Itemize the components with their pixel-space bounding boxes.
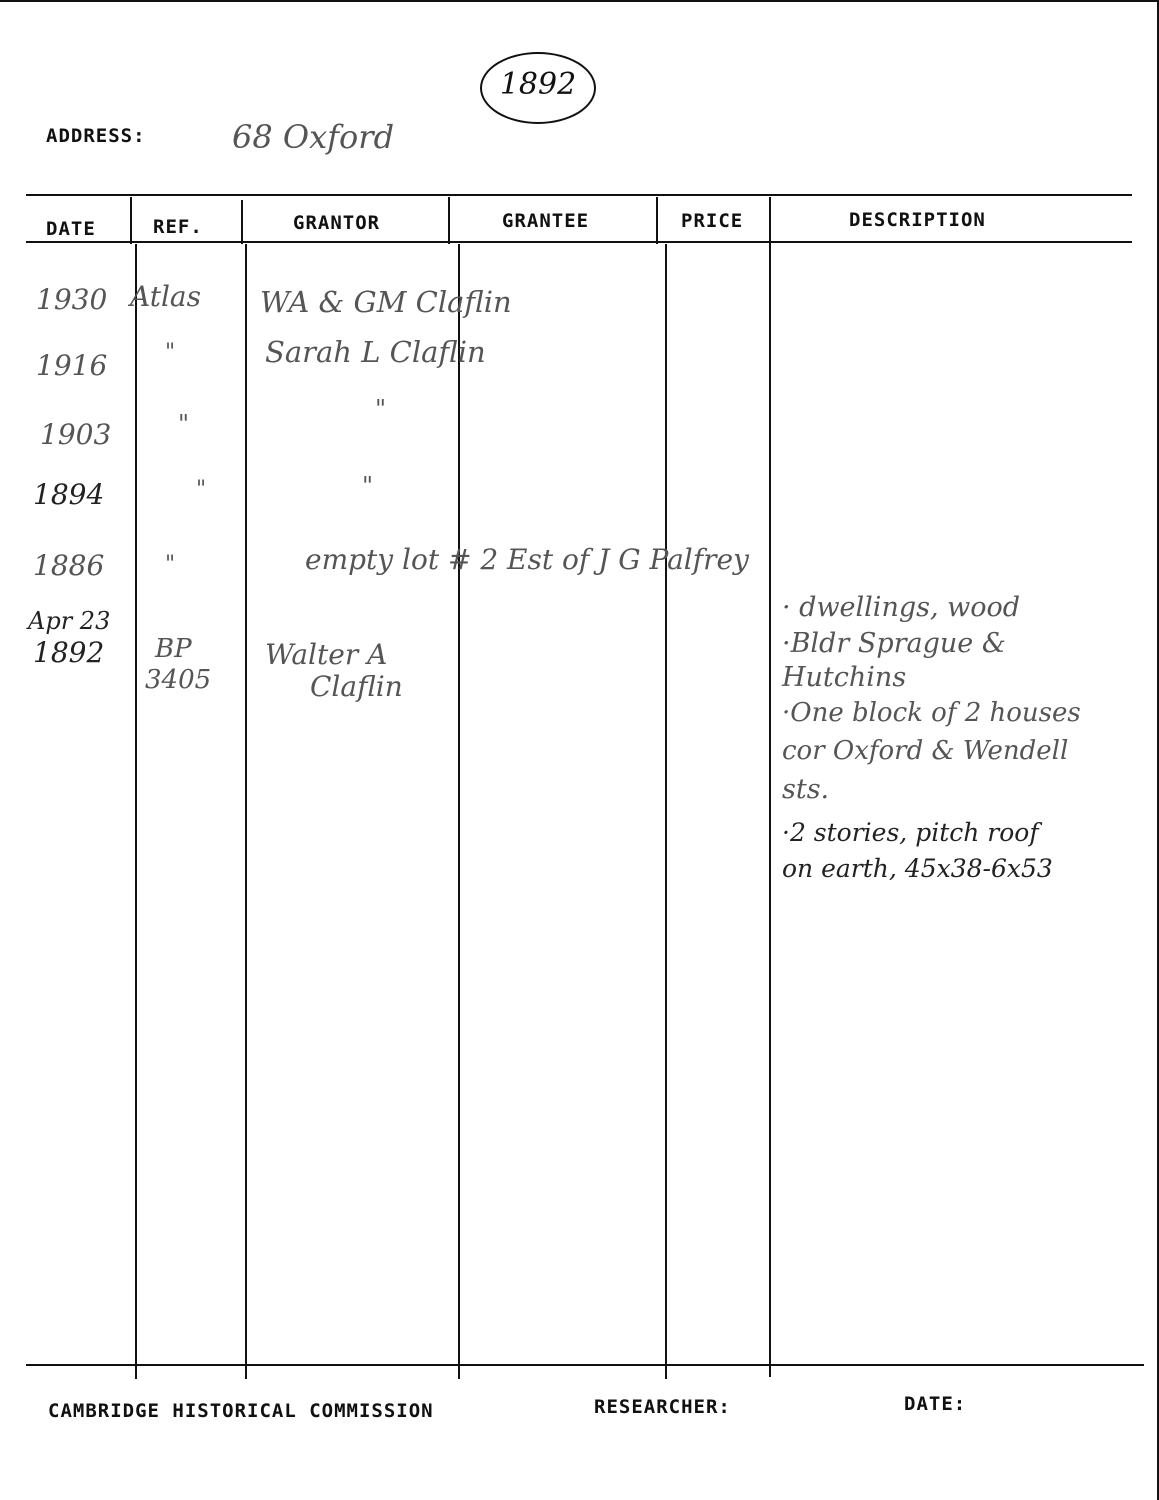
description-line: on earth, 45x38-6x53 [782,854,1053,883]
col-divider-price [769,197,771,1377]
description-line: · dwellings, wood [782,592,1021,623]
entry-ref: Atlas [130,280,201,313]
entry-date: 1886 [33,549,105,582]
col-divider-grantor-head [448,197,450,244]
table-top-rule [26,194,1132,196]
entry-grantor: " [362,472,374,500]
entry-date-month: Apr 23 [28,607,111,635]
footer-commission: CAMBRIDGE HISTORICAL COMMISSION [48,1400,434,1422]
entry-ref: " [196,477,207,502]
col-divider-ref-head [241,200,243,244]
address-value: 68 Oxford [232,118,395,156]
entry-grantor-line1: Walter A [265,638,388,671]
footer-researcher-label: RESEARCHER: [594,1396,731,1418]
header-bottom-rule [26,241,1132,243]
entry-description [782,592,1152,912]
col-divider-ref [245,244,247,1379]
footer-date-label: DATE: [904,1393,967,1415]
entry-grantor-line2: Claflin [310,670,403,703]
col-divider-grantee-head [656,197,658,244]
description-line: Hutchins [782,662,907,693]
column-header-description: DESCRIPTION [849,209,986,231]
col-divider-grantor [458,244,460,1379]
col-divider-date-head [130,197,132,244]
entry-note: empty lot # 2 Est of J G Palfrey [305,543,749,576]
description-line: ·Bldr Sprague & [782,628,1006,659]
col-divider-grantee [665,244,667,1379]
entry-date: 1903 [40,418,112,451]
entry-ref: " [165,552,176,577]
entry-date: 1916 [36,349,108,382]
column-header-grantee: GRANTEE [502,210,590,232]
entry-ref-line1: BP [155,634,192,664]
entry-date: 1930 [36,283,108,316]
circled-year-text: 1892 [499,67,577,102]
col-divider-date [135,244,137,1379]
column-header-grantor: GRANTOR [293,212,381,234]
description-line: sts. [782,774,830,805]
entry-grantor: " [375,395,387,423]
circled-year [480,52,596,124]
entry-ref-line2: 3405 [145,665,212,695]
entry-ref: " [178,410,190,438]
entry-grantor: WA & GM Claflin [260,285,512,319]
entry-grantor: Sarah L Claflin [265,335,486,369]
column-header-date: DATE [46,218,96,240]
entry-date-year: 1892 [33,636,105,669]
column-header-price: PRICE [681,210,744,232]
description-line: cor Oxford & Wendell [782,736,1069,766]
description-line: ·2 stories, pitch roof [782,818,1039,847]
entry-ref: " [165,340,176,365]
entry-date: 1894 [33,478,105,511]
address-label: ADDRESS: [46,125,146,147]
table-bottom-rule [26,1364,1144,1366]
description-line: ·One block of 2 houses [782,698,1081,728]
column-header-ref: REF. [153,216,203,238]
